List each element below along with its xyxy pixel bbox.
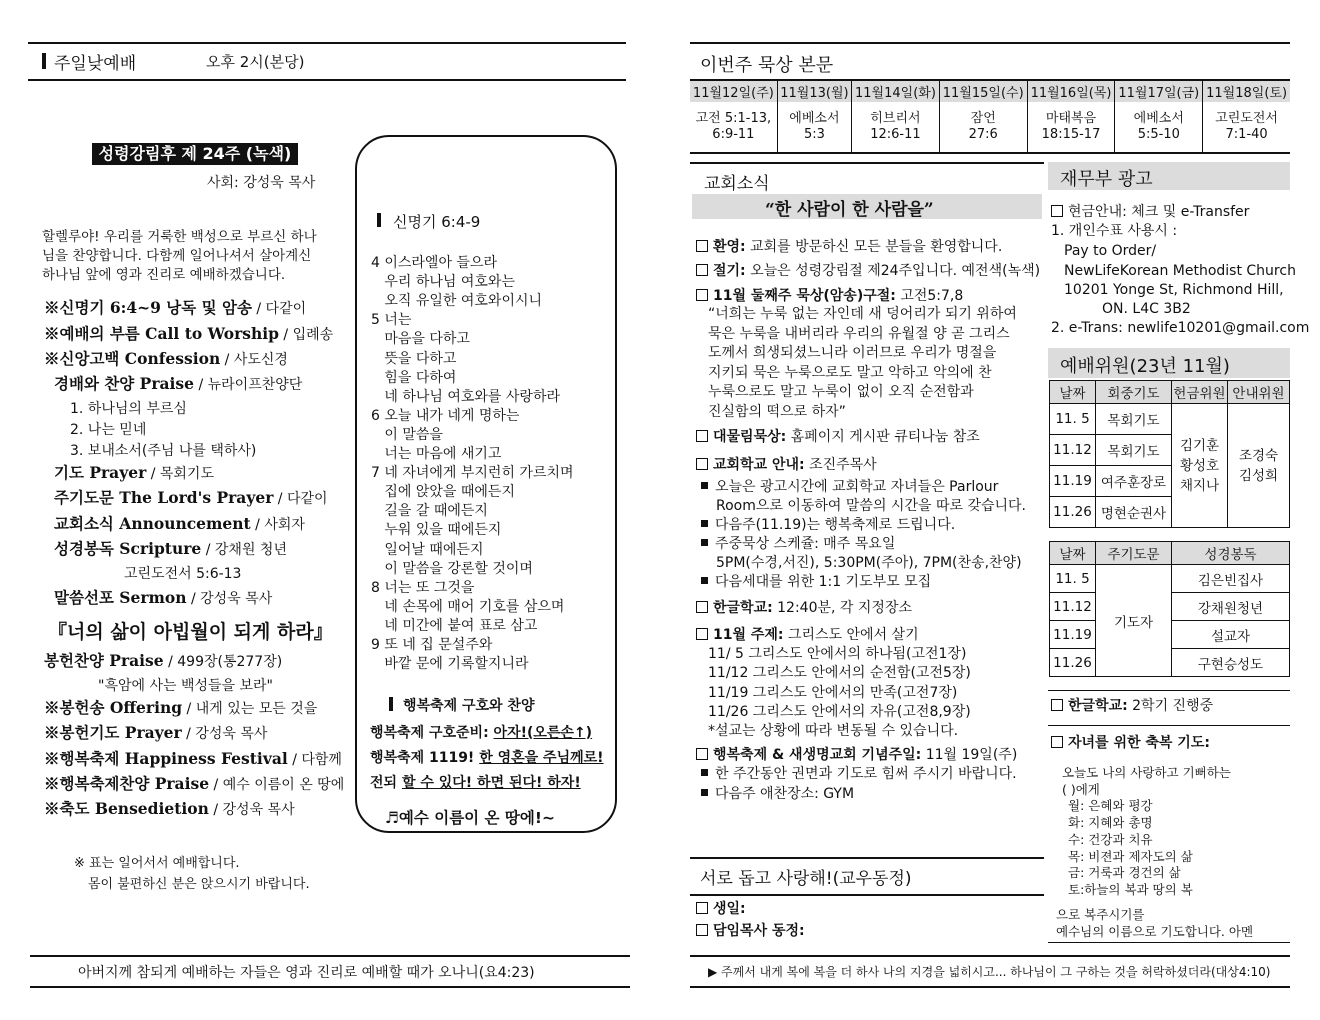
reading-ref-line: 마태복음 bbox=[1045, 111, 1097, 126]
order-item bbox=[44, 349, 288, 370]
festival-label: 행복축제 구호준비: bbox=[370, 725, 494, 741]
festival-value: 할 수 있다! 하면 된다! 하자! bbox=[401, 775, 581, 791]
order-sub: / 강성욱 목사 bbox=[208, 802, 295, 818]
school-item: 오늘은 광고시간에 교회학교 자녀들은 Parlour bbox=[701, 478, 998, 497]
reading-ref bbox=[1027, 102, 1115, 152]
bullet-icon bbox=[701, 539, 708, 546]
reading-ref-line: 27:6 bbox=[968, 127, 998, 142]
school-item: 주중묵상 스케쥴: 매주 목요일 bbox=[701, 535, 895, 554]
order-sub: / 목회기도 bbox=[146, 466, 214, 482]
order-main: ※신명기 6:4~9 낭독 및 암송 bbox=[44, 298, 252, 317]
reading-ref-line: 6:9-11 bbox=[712, 127, 755, 142]
praise-song: 1. 하나님의 부르심 bbox=[70, 401, 187, 417]
news-season: 절기: 오늘은 성령강림절 제24주입니다. 예전색(녹색) bbox=[696, 262, 1040, 281]
checkbox-icon bbox=[696, 601, 708, 613]
reading-ref-line: 5:3 bbox=[803, 127, 825, 142]
verse-line: 우리 하나님 여호와는 bbox=[371, 274, 515, 291]
verse-line: 누워 있을 때에든지 bbox=[371, 522, 502, 539]
sermon-title: 『너의 삶이 아빕월이 되게 하라』 bbox=[48, 621, 333, 643]
news-theme: 11월 주제: 그리스도 안에서 살기 bbox=[696, 626, 919, 645]
reading-day: 11월13(월) bbox=[777, 81, 851, 102]
checkbox-icon bbox=[696, 430, 708, 442]
order-sub: / 뉴라이프찬양단 bbox=[194, 377, 303, 393]
bless-line: 수: 건강과 치유 bbox=[1068, 831, 1153, 847]
fest-item: 다음주 애찬장소: GYM bbox=[701, 785, 854, 804]
festival-label: 전되 bbox=[370, 775, 402, 791]
scripture-ref: 고린도전서 5:6-13 bbox=[124, 566, 242, 582]
news-festival: 행복축제 & 새생명교회 기념주일: 11월 19일(주) bbox=[696, 746, 1017, 765]
bless-title: 자녀를 위한 축복 기도: bbox=[1051, 734, 1210, 753]
worship-time: 오후 2시(본당) bbox=[206, 53, 305, 71]
festival-line-2 bbox=[370, 747, 604, 767]
theme-item: 11/12 그리스도 안에서의 순전함(고전5장) bbox=[708, 665, 971, 682]
checkbox-icon bbox=[1051, 205, 1063, 217]
order-main: 말씀선포 Sermon bbox=[54, 588, 187, 607]
order-item bbox=[54, 463, 214, 484]
bullet-icon bbox=[701, 482, 708, 489]
reading-ref-line: 에베소서 bbox=[1133, 111, 1184, 126]
reading-ref-line: 7:1-40 bbox=[1225, 127, 1268, 142]
order-item bbox=[44, 774, 344, 795]
reading-day: 11월12일(주) bbox=[690, 81, 777, 102]
bless-line: 금: 거룩과 경건의 삶 bbox=[1068, 865, 1181, 881]
festival-line-1 bbox=[370, 722, 592, 742]
order-main: ※신앙고백 Confession bbox=[44, 349, 221, 368]
worship-title: 주일낮예배 bbox=[54, 54, 137, 74]
reading-day: 11월15일(수) bbox=[939, 81, 1027, 102]
checkbox-icon bbox=[696, 264, 708, 276]
festival-value: 아자!(오른손↑) bbox=[493, 725, 593, 741]
box-bar-icon bbox=[377, 213, 381, 227]
verse-line: 길을 갈 때에든지 bbox=[371, 503, 488, 520]
reading-day: 11월17일(금) bbox=[1115, 81, 1203, 102]
order-main: ※축도 Bensedietion bbox=[44, 799, 209, 818]
verse-line: 너는 마음에 새기고 bbox=[371, 446, 502, 462]
order-item bbox=[54, 514, 305, 535]
verse-line: 힘을 다하여 bbox=[371, 369, 457, 386]
care-item: 담임목사 동정: bbox=[696, 922, 805, 941]
order-main: 경배와 찬양 Praise bbox=[54, 374, 194, 393]
header-bar-icon bbox=[42, 53, 46, 69]
verse-line: 네 미간에 붙여 표로 삼고 bbox=[371, 617, 538, 634]
order-item bbox=[54, 488, 328, 509]
order-main: ※봉헌송 Offering bbox=[44, 698, 183, 717]
season-title: 성령강림후 제 24주 (녹색) bbox=[92, 143, 298, 165]
memory-line: 도께서 희생되셨느니라 이러므로 우리가 명절을 bbox=[708, 345, 997, 361]
order-item bbox=[44, 324, 333, 345]
bless-line: 화: 지혜와 총명 bbox=[1068, 815, 1153, 831]
duty-title: 예배위원(23년 11월) bbox=[1060, 356, 1230, 377]
order-main: 기도 Prayer bbox=[54, 463, 147, 482]
reading-title: 이번주 묵상 본문 bbox=[700, 55, 834, 76]
verse-line: 9 또 네 집 문설주와 bbox=[371, 637, 493, 653]
memory-line: “너희는 누룩 없는 자인데 새 덩어리가 되기 위하여 bbox=[708, 306, 1017, 322]
verse-line: 이 말씀을 bbox=[371, 426, 443, 443]
checkbox-icon bbox=[696, 924, 708, 936]
intro-line-2: 님을 찬양합니다. 다함께 일어나셔서 살아계신 bbox=[42, 248, 312, 264]
checkbox-icon bbox=[696, 902, 708, 914]
reading-ref bbox=[777, 102, 851, 152]
memory-line: 지키되 묵은 누룩으로도 말고 악하고 악의에 찬 bbox=[708, 364, 992, 381]
verse-line: 4 이스라엘아 들으라 bbox=[371, 255, 497, 271]
verse-line: 이 말씀을 강론할 것이며 bbox=[371, 560, 533, 577]
news-contact: 대물림묵상: 홈페이지 게시판 큐티나눔 참조 bbox=[696, 428, 980, 447]
reading-day: 11월14일(화) bbox=[852, 81, 940, 102]
verse-line: 8 너는 또 그것을 bbox=[371, 579, 475, 596]
verse-line: 뜻을 다하고 bbox=[371, 350, 457, 367]
order-main: ※행복축제 Happiness Festival bbox=[44, 749, 288, 768]
bless-line: 오늘도 나의 사랑하고 기뻐하는 bbox=[1062, 765, 1231, 780]
duty-table: 날짜 회중기도 헌금위원 안내위원 11. 5 목회기도 김기훈 황성호 채지나 조경숙 김성희 11.12 목회기도 11.19 여주훈장로 11.26 명현순권사 bbox=[1049, 380, 1290, 528]
order-item bbox=[44, 298, 306, 319]
order-item bbox=[44, 723, 267, 744]
kschool-note: 한글학교: 2학기 진행중 bbox=[1051, 697, 1213, 716]
order-main: ※행복축제찬양 Praise bbox=[44, 774, 210, 793]
checkbox-icon bbox=[696, 748, 708, 760]
bless-line: 토:하늘의 복과 땅의 복 bbox=[1068, 881, 1193, 897]
verse-line: 네 손목에 매어 기호를 삼으며 bbox=[371, 598, 565, 615]
order-main: ※예배의 부름 Call to Worship bbox=[44, 324, 279, 343]
bless-line: ( )에게 bbox=[1062, 781, 1100, 797]
school-item: 5PM(수경,서진), 5:30PM(주아), 7PM(찬송,찬양) bbox=[716, 555, 1022, 571]
festival-bar-icon bbox=[389, 697, 393, 711]
news-banner-text: “한 사람이 한 사람을” bbox=[765, 200, 934, 220]
order-main: 봉헌찬양 Praise bbox=[44, 651, 164, 670]
news-title: 교회소식 bbox=[704, 174, 770, 194]
checkbox-icon bbox=[696, 240, 708, 252]
order-sub: / 다같이 bbox=[251, 301, 307, 317]
memory-line: 진실함의 떡으로 하자” bbox=[708, 403, 846, 420]
reading-table bbox=[690, 81, 1290, 152]
reading-ref-line: 히브리서 bbox=[870, 111, 921, 126]
note-line-1: ※ 표는 일어서서 예배합니다. bbox=[74, 856, 240, 871]
reading-ref-line: 5:5-10 bbox=[1137, 127, 1180, 142]
reading-ref-line: 고린도전서 bbox=[1215, 111, 1278, 126]
memory-line: 묵은 누룩을 내버리라 우리의 유월절 양 곧 그리스 bbox=[708, 325, 1010, 342]
finance-title: 재무부 광고 bbox=[1060, 169, 1153, 190]
bullet-icon bbox=[701, 577, 708, 584]
checkbox-icon bbox=[696, 628, 708, 640]
reading-day: 11월16일(목) bbox=[1027, 81, 1115, 102]
theme-item: *설교는 상황에 따라 변동될 수 있습니다. bbox=[708, 723, 959, 740]
memory-line: 누룩으로도 말고 누룩이 없이 오직 순전함과 bbox=[708, 384, 974, 400]
order-sub: / 다함께 bbox=[287, 752, 342, 768]
reading-ref-line: 잠언 bbox=[970, 111, 996, 126]
reading-ref bbox=[690, 102, 777, 152]
verse-line: 바깥 문에 기록할지니라 bbox=[371, 656, 529, 673]
festival-song: ♬예수 이름이 온 땅에!~ bbox=[385, 809, 555, 827]
box-title: 신명기 6:4-9 bbox=[393, 213, 481, 231]
verse-line: 집에 앉았을 때에든지 bbox=[371, 484, 515, 501]
bullet-icon bbox=[701, 769, 708, 776]
finance-line: Pay to Order/ bbox=[1064, 243, 1157, 259]
bless-line: 목: 비젼과 제자도의 삶 bbox=[1068, 848, 1193, 864]
news-welcome: 환영: 교회를 방문하신 모든 분들을 환영합니다. bbox=[696, 238, 1002, 257]
order-item bbox=[54, 539, 287, 560]
checkbox-icon bbox=[1051, 736, 1063, 748]
verse-line: 일어날 때에든지 bbox=[371, 541, 484, 558]
verse-line: 6 오늘 내가 네게 명하는 bbox=[371, 407, 520, 424]
order-sub: / 499장(통277장) bbox=[163, 654, 283, 670]
reading-ref-line: 고전 5:1-13, bbox=[695, 111, 772, 126]
praise-song: 2. 나는 믿네 bbox=[70, 422, 147, 438]
checkbox-icon bbox=[1051, 699, 1063, 711]
bless-end: 예수님의 이름으로 기도합니다. 아멘 bbox=[1056, 924, 1254, 939]
festival-value: 한 영혼을 주님께로! bbox=[479, 750, 604, 766]
care-item: 생일: bbox=[696, 900, 746, 919]
praise-song-title: "흑암에 사는 백성들을 보라" bbox=[98, 678, 273, 694]
reading-ref-line: 에베소서 bbox=[789, 111, 840, 126]
intro-line-1: 할렐루야! 우리를 거룩한 백성으로 부르신 하나 bbox=[42, 229, 317, 245]
reading-ref bbox=[939, 102, 1027, 152]
reading-ref bbox=[1203, 102, 1290, 152]
order-item bbox=[54, 588, 272, 609]
order-sub: / 다같이 bbox=[273, 491, 328, 507]
reading-ref bbox=[852, 102, 940, 152]
bullet-icon bbox=[701, 520, 708, 527]
school-item: Room으로 이동하여 말씀의 시간을 따로 갖습니다. bbox=[716, 498, 1026, 514]
fest-item: 한 주간동안 권면과 기도로 힘써 주시기 바랍니다. bbox=[701, 765, 1017, 784]
school-item: 다음주(11.19)는 행복축제로 드립니다. bbox=[701, 516, 955, 535]
order-sub: / 강채원 청년 bbox=[201, 542, 287, 558]
order-item bbox=[44, 749, 342, 770]
verse-line: 오직 유일한 여호와이시니 bbox=[371, 293, 543, 310]
bless-end: 으로 복주시기를 bbox=[1056, 907, 1145, 922]
verse-line: 7 네 자녀에게 부지런히 가르치며 bbox=[371, 465, 574, 482]
verse-line: 마음을 다하고 bbox=[371, 331, 470, 348]
festival-label: 행복축제 1119! bbox=[370, 750, 480, 766]
left-footer: 아버지께 참되게 예배하는 자들은 영과 진리로 예배할 때가 오나니(요4:23) bbox=[78, 965, 535, 981]
order-item bbox=[44, 651, 282, 672]
finance-line: NewLifeKorean Methodist Church bbox=[1064, 263, 1296, 279]
order-item bbox=[44, 698, 317, 719]
reading-ref bbox=[1115, 102, 1203, 152]
checkbox-icon bbox=[696, 289, 708, 301]
order-sub: / 강성욱 목사 bbox=[181, 726, 268, 742]
care-title: 서로 돕고 사랑해!(교우동정) bbox=[700, 869, 912, 889]
order-main: 교회소식 Announcement bbox=[54, 514, 251, 533]
order-main: 주기도문 The Lord's Prayer bbox=[54, 488, 274, 507]
festival-line-3 bbox=[370, 772, 581, 792]
order-sub: / 사도신경 bbox=[220, 352, 288, 368]
intro-line-3: 하나님 앞에 영과 진리로 예배하겠습니다. bbox=[42, 267, 286, 283]
presider: 사회: 강성욱 목사 bbox=[207, 175, 316, 191]
order-sub: / 예수 이름이 온 땅에 bbox=[209, 777, 345, 793]
finance-line: 1. 개인수표 사용시 : bbox=[1051, 223, 1178, 239]
bless-line: 월: 은혜와 평강 bbox=[1068, 798, 1153, 814]
order-sub: / 내게 있는 모든 것을 bbox=[182, 701, 318, 717]
theme-item: 11/ 5 그리스도 안에서의 하나됨(고전1장) bbox=[708, 646, 967, 662]
finance-line: 현금안내: 체크 및 e-Transfer bbox=[1051, 203, 1249, 222]
news-korean: 한글학교: 12:40분, 각 지정장소 bbox=[696, 599, 912, 618]
order-sub: / 입례송 bbox=[278, 327, 334, 343]
festival-title: 행복축제 구호와 찬양 bbox=[403, 698, 535, 714]
reading-day: 11월18일(토) bbox=[1203, 81, 1290, 102]
verse-line: 5 너는 bbox=[371, 312, 412, 329]
bullet-icon bbox=[701, 789, 708, 796]
reading-ref-line: 12:6-11 bbox=[870, 127, 921, 142]
note-line-2: 몸이 불편하신 분은 앉으시기 바랍니다. bbox=[88, 877, 310, 892]
checkbox-icon bbox=[696, 458, 708, 470]
praise-song: 3. 보내소서(주님 나를 택하사) bbox=[70, 443, 257, 459]
theme-item: 11/19 그리스도 안에서의 만족(고전7장) bbox=[708, 684, 958, 701]
finance-line: 10201 Yonge St, Richmond Hill, bbox=[1064, 282, 1284, 298]
order-item bbox=[44, 799, 295, 820]
order-item bbox=[54, 374, 302, 395]
verse-line: 네 하나님 여호와를 사랑하라 bbox=[371, 388, 560, 405]
worship-header bbox=[28, 44, 626, 80]
school-item: 다음세대를 위한 1:1 기도부모 모집 bbox=[701, 573, 931, 592]
right-footer: ▶ 주께서 내게 복에 복을 더 하사 나의 지경을 넓히시고... 하나님이 그 구하는 것을 허락하셨더라(대상4:10) bbox=[708, 965, 1271, 979]
finance-line: ON. L4C 3B2 bbox=[1102, 301, 1191, 317]
finance-line: 2. e-Trans: newlife10201@gmail.com bbox=[1051, 320, 1310, 336]
reading-ref-line: 18:15-17 bbox=[1041, 127, 1101, 142]
news-school: 교회학교 안내: 조진주목사 bbox=[696, 456, 877, 475]
theme-item: 11/26 그리스도 안에서의 자유(고전8,9장) bbox=[708, 703, 971, 720]
news-memory: 11월 둘째주 묵상(암송)구절: 고전5:7,8 bbox=[696, 287, 963, 306]
reading-duty-table: 날짜 주기도문 성경봉독 11. 5 기도자 김은빈집사 11.12 강채원청년 11.19 설교자 11.26 구현승성도 bbox=[1049, 541, 1290, 677]
order-sub: / 사회자 bbox=[250, 517, 305, 533]
order-sub: / 강성욱 목사 bbox=[186, 591, 273, 607]
order-main: 성경봉독 Scripture bbox=[54, 539, 202, 558]
order-main: ※봉헌기도 Prayer bbox=[44, 723, 182, 742]
